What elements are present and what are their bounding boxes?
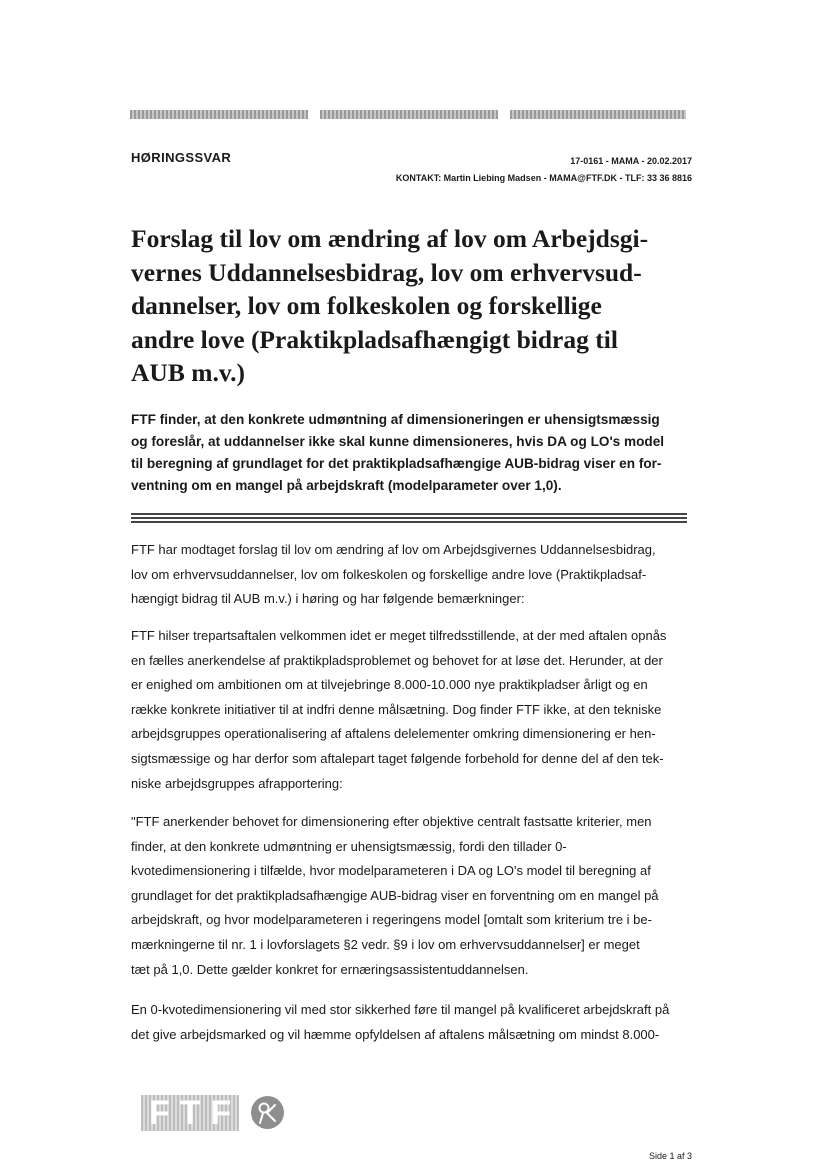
body-line: lov om erhvervsuddannelser, lov om folkeskolen og forskellige andre love (Praktikpladsaf- [131, 566, 647, 582]
body-line: grundlaget for det praktikpladsafhængige AUB-bidrag viser en forventning om en mangel på [131, 887, 659, 903]
body-line: det give arbejdsmarked og vil hæmme opfyldelsen af aftalens målsætning om mindst 8.000- [131, 1026, 660, 1042]
ftf-logo [141, 1094, 242, 1132]
body-line: sigtsmæssige og har derfor som aftalepart taget følgende forbehold for denne del af den tek- [131, 750, 664, 766]
body-line: niske arbejdsgruppes afrapportering: [131, 775, 343, 791]
body-line: arbejdskraft, og hvor modelparameteren i regeringens model [omtalt som kriterium tre i be- [131, 912, 652, 928]
circle-logo-icon [251, 1096, 284, 1129]
summary-line: FTF finder, at den konkrete udmøntning af dimensioneringen er uhensigtsmæssig [131, 412, 660, 427]
page-number: Side 1 af 3 [648, 1151, 692, 1161]
divider-line [131, 517, 687, 519]
body-paragraph-1 [131, 538, 701, 612]
body-line: FTF hilser trepartsaftalen velkommen idet er meget tilfredsstillende, at der med aftalen opnås [131, 628, 667, 643]
title-line: andre love (Praktikpladsafhængigt bidrag til [131, 324, 618, 354]
title-line: AUB m.v.) [131, 358, 246, 387]
section-divider [131, 513, 687, 523]
header-decoration [130, 110, 686, 119]
summary-line: til beregning af grundlaget for det praktikpladsafhængige AUB-bidrag viser en for- [131, 456, 662, 471]
circle-logo-glyph [251, 1096, 284, 1129]
body-line: finder, at den konkrete udmøntning er uhensigtsmæssig, fordi den tillader 0- [131, 838, 567, 854]
body-paragraph-4 [131, 998, 701, 1047]
divider-line [131, 521, 687, 523]
body-line: er enighed om ambitionen om at tilvejebringe 8.000-10.000 nye praktikpladser årligt og en [131, 677, 648, 693]
summary-paragraph [131, 409, 701, 497]
title-line: vernes Uddannelsesbidrag, lov om erhvervsud- [131, 257, 642, 287]
body-line: tæt på 1,0. Dette gælder konkret for ernæringsassistentuddannelsen. [131, 961, 529, 977]
title-line: Forslag til lov om ændring af lov om Arbejdsgi- [131, 224, 649, 253]
body-line: række konkrete initiativer til at indfri denne målsætning. Dog finder FTF ikke, at den tekniske [131, 701, 662, 717]
body-line: FTF har modtaget forslag til lov om ændring af lov om Arbejdsgivernes Uddannelsesbidrag, [131, 542, 656, 557]
body-line: en fælles anerkendelse af praktikpladsproblemet og behovet for at løse det. Herunder, at der [131, 652, 663, 668]
body-line: arbejdsgruppes operationalisering af aftalens delelementer omkring dimensionering er hen- [131, 726, 656, 742]
body-line: "FTF anerkender behovet for dimensionering efter objektive centralt fastsatte kriterier, men [131, 814, 652, 829]
document-type: HØRINGSSVAR [131, 150, 232, 165]
logo-text: FTF [149, 1094, 242, 1132]
document-title [131, 222, 701, 390]
contact-info: KONTAKT: Martin Liebing Madsen - MAMA@FTF.DK - TLF: 33 36 8816 [395, 173, 692, 183]
header-bar-middle [320, 110, 498, 119]
body-line: kvotedimensionering i tilfælde, hvor modelparameteren i DA og LO's model til beregning af [131, 863, 651, 879]
body-paragraph-3 [131, 810, 701, 982]
body-line: En 0-kvotedimensionering vil med stor sikkerhed føre til mangel på kvalificeret arbejdskraft på [131, 1002, 670, 1017]
summary-line: og foreslår, at uddannelser ikke skal kunne dimensioneres, hvis DA og LO's model [131, 434, 665, 449]
title-line: dannelser, lov om folkeskolen og forskellige [131, 291, 602, 320]
document-reference: 17-0161 - MAMA - 20.02.2017 [570, 156, 692, 166]
header-bar-left [130, 110, 308, 119]
divider-line [131, 513, 687, 515]
summary-line: ventning om en mangel på arbejdskraft (modelparameter over 1,0). [131, 478, 562, 493]
body-line: mærkningerne til nr. 1 i lovforslagets §2 vedr. §9 i lov om erhvervsuddannelser] er meget [131, 936, 640, 952]
body-paragraph-2 [131, 624, 701, 796]
header-bar-right [510, 110, 686, 119]
body-line: hængigt bidrag til AUB m.v.) i høring og har følgende bemærkninger: [131, 591, 525, 607]
